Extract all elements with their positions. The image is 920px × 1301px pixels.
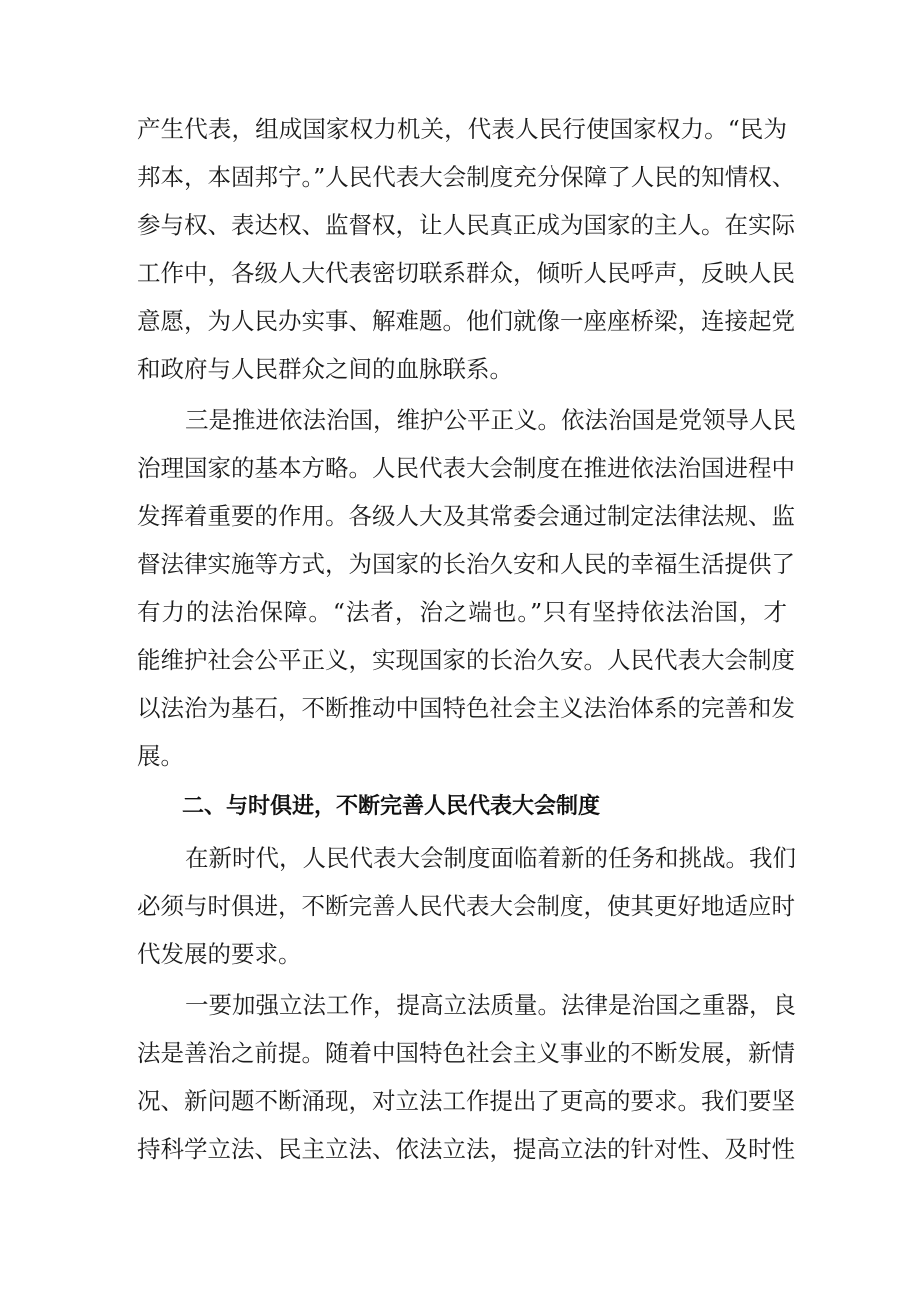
paragraph-2-line-5: 有力的法治保障。“法者，治之端也。”只有坚持依法治国，才 [137,598,787,626]
paragraph-1-line-6: 和政府与人民群众之间的血脉联系。 [137,355,513,383]
paragraph-2-line-4: 督法律实施等方式，为国家的长治久安和人民的幸福生活提供了 [137,550,795,578]
paragraph-4-line-4: 持科学立法、民主立法、依法立法，提高立法的针对性、及时性 [137,1135,795,1163]
paragraph-2-line-3: 发挥着重要的作用。各级人大及其常委会通过制定法律法规、监 [137,502,795,530]
paragraph-4-line-1: 一要加强立法工作，提高立法质量。法律是治国之重器，良 [185,991,796,1019]
paragraph-2-line-7: 以法治为基石，不断推动中国特色社会主义法治体系的完善和发 [137,694,795,722]
paragraph-2-line-1: 三是推进依法治国，维护公平正义。依法治国是党领导人民 [185,406,796,434]
paragraph-4-line-3: 况、新问题不断涌现，对立法工作提出了更高的要求。我们要坚 [137,1087,795,1115]
paragraph-4-line-2: 法是善治之前提。随着中国特色社会主义事业的不断发展，新情 [137,1039,795,1067]
paragraph-2-line-6: 能维护社会公平正义，实现国家的长治久安。人民代表大会制度 [137,646,795,674]
section-heading: 二、与时俱进，不断完善人民代表大会制度 [182,794,601,819]
paragraph-3-line-2: 必须与时俱进，不断完善人民代表大会制度，使其更好地适应时 [137,892,795,920]
paragraph-1-line-2: 邦本，本固邦宁。”人民代表大会制度充分保障了人民的知情权、 [137,163,796,191]
paragraph-2-line-2: 治理国家的基本方略。人民代表大会制度在推进依法治国进程中 [137,454,795,482]
paragraph-1-line-4: 工作中，各级人大代表密切联系群众，倾听人民呼声，反映人民 [137,259,795,287]
paragraph-1-line-1: 产生代表，组成国家权力机关，代表人民行使国家权力。“民为 [137,115,787,143]
paragraph-1-line-5: 意愿，为人民办实事、解难题。他们就像一座座桥梁，连接起党 [137,307,795,335]
paragraph-3-line-3: 代发展的要求。 [137,940,302,968]
paragraph-2-line-8: 展。 [137,742,184,770]
paragraph-3-line-1: 在新时代，人民代表大会制度面临着新的任务和挑战。我们 [185,844,796,872]
paragraph-1-line-3: 参与权、表达权、监督权，让人民真正成为国家的主人。在实际 [137,211,795,239]
